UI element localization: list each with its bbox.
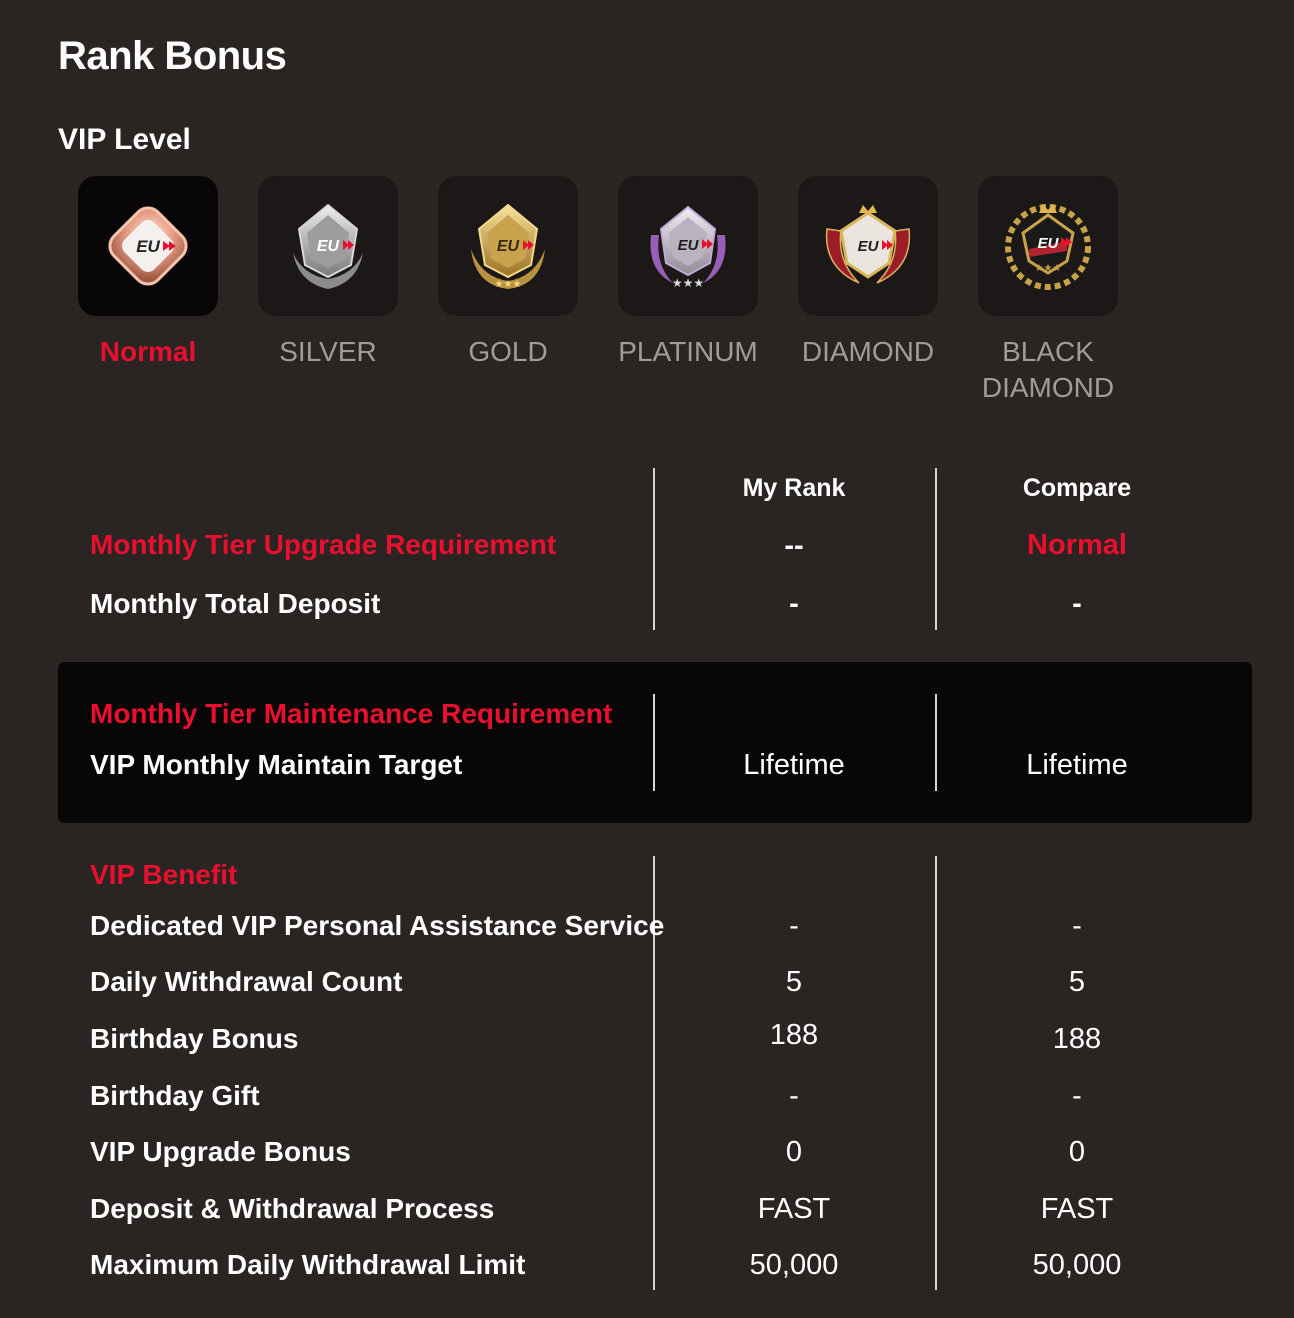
svg-text:★★★: ★★★ [671, 276, 705, 290]
platinum-shield-badge-icon [633, 191, 743, 301]
badge-brand-text: EU [496, 238, 520, 255]
tier-label: SILVER [279, 336, 377, 367]
page-title: Rank Bonus [58, 34, 287, 78]
tier-silver[interactable] [258, 176, 398, 370]
row-label: Birthday Bonus [90, 1023, 299, 1054]
vip-level-title: VIP Level [58, 123, 191, 156]
compare-cell: FAST [1040, 1193, 1114, 1225]
maintenance-requirement-title: Monthly Tier Maintenance Requirement [90, 698, 613, 729]
row-label: Deposit & Withdrawal Process [90, 1193, 495, 1224]
my-rank-header: My Rank [742, 474, 846, 502]
tier-silver-badge-box [258, 176, 398, 316]
badge-brand-text: EU [136, 237, 160, 256]
tier-label: BLACK DIAMOND [981, 336, 1115, 403]
tier-black-diamond[interactable] [978, 176, 1118, 406]
diamond-crown-badge-icon [813, 191, 923, 301]
compare-cell: Lifetime [1026, 749, 1128, 781]
row-label: VIP Monthly Maintain Target [90, 749, 463, 780]
my-rank-cell: FAST [757, 1193, 831, 1225]
compare-cell: 50,000 [1032, 1249, 1122, 1281]
compare-cell: - [1072, 910, 1082, 942]
row-label: Monthly Total Deposit [90, 588, 381, 619]
tier-diamond-badge-box [798, 176, 938, 316]
my-rank-value: -- [784, 530, 804, 562]
my-rank-cell: - [789, 588, 799, 620]
tier-platinum[interactable] [618, 176, 758, 370]
tier-label: DIAMOND [801, 336, 935, 367]
badge-brand-text: EU [316, 238, 340, 255]
tier-normal-badge-box [78, 176, 218, 316]
my-rank-cell: - [789, 910, 799, 942]
svg-text:★★★: ★★★ [1034, 263, 1062, 274]
compare-cell: - [1072, 588, 1082, 620]
tier-label: PLATINUM [618, 336, 758, 367]
badge-brand-text: EU [1037, 235, 1059, 252]
tier-diamond[interactable] [798, 176, 938, 370]
compare-header: Compare [1022, 474, 1132, 502]
row-label: Daily Withdrawal Count [90, 966, 403, 997]
vip-benefit-title: VIP Benefit [90, 859, 238, 890]
tier-label: GOLD [468, 336, 548, 367]
upgrade-requirement-title: Monthly Tier Upgrade Requirement [90, 529, 557, 560]
my-rank-cell: 50,000 [749, 1249, 839, 1281]
tier-gold-badge-box [438, 176, 578, 316]
row-label: Maximum Daily Withdrawal Limit [90, 1249, 526, 1280]
my-rank-cell: 5 [785, 966, 803, 998]
gold-shield-badge-icon [453, 191, 563, 301]
my-rank-cell: Lifetime [743, 749, 845, 781]
compare-cell: - [1072, 1080, 1082, 1112]
my-rank-cell: - [789, 1080, 799, 1112]
tier-platinum-badge-box [618, 176, 758, 316]
compare-cell: 5 [1068, 966, 1086, 998]
tier-normal[interactable] [78, 176, 218, 370]
row-label: Dedicated VIP Personal Assistance Service [90, 910, 665, 941]
rose-gold-diamond-badge-icon [93, 191, 203, 301]
row-label: Birthday Gift [90, 1080, 260, 1111]
my-rank-cell: 188 [769, 1019, 819, 1051]
svg-text:★★★: ★★★ [494, 279, 522, 290]
my-rank-cell: 0 [785, 1136, 803, 1168]
maintenance-panel [58, 662, 1252, 823]
compare-cell: 188 [1052, 1023, 1102, 1055]
silver-shield-badge-icon [273, 191, 383, 301]
compare-cell: 0 [1068, 1136, 1086, 1168]
tier-gold[interactable] [438, 176, 578, 370]
badge-brand-text: EU [857, 238, 879, 255]
badge-brand-text: EU [677, 237, 699, 254]
compare-rank-value[interactable]: Normal [1027, 529, 1127, 561]
tier-black-diamond-badge-box [978, 176, 1118, 316]
black-diamond-laurel-badge-icon [993, 191, 1103, 301]
row-label: VIP Upgrade Bonus [90, 1136, 351, 1167]
tier-label: Normal [99, 336, 197, 367]
